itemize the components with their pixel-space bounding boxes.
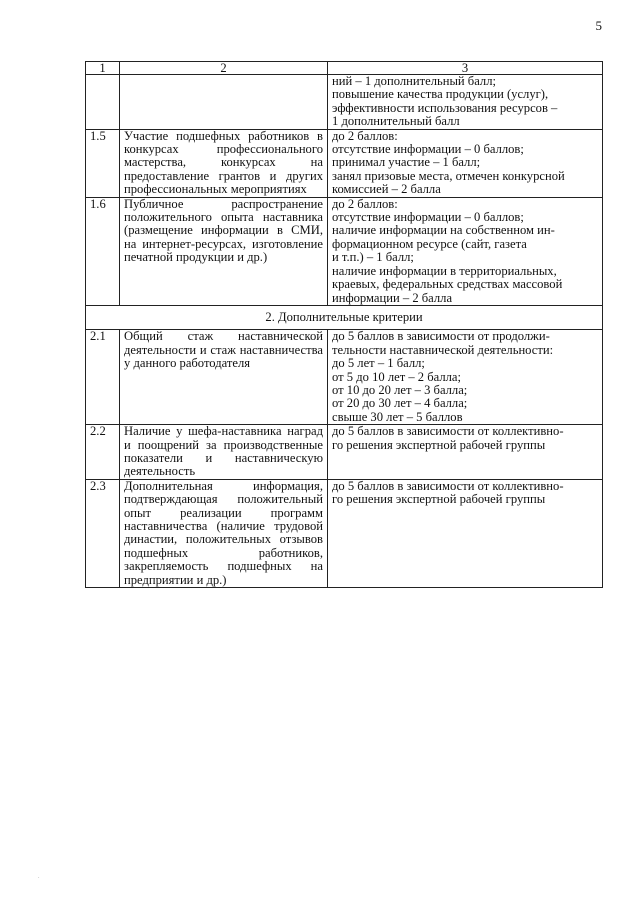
scoring-cell: [328, 197, 603, 305]
scoring-cell: [328, 479, 603, 587]
scoring-line: от 10 до 20 лет – 3 балла;: [332, 382, 468, 397]
scoring-line: от 20 до 30 лет – 4 балла;: [332, 396, 468, 411]
criterion-number: 1.6: [86, 197, 120, 305]
scoring-line: до 5 лет – 1 балл;: [332, 356, 425, 371]
criterion-description: Дополнительная информация, подтверждающая положительный опыт реализации программ наставничества (наличие трудовой династии, положительных отзывов подшефных работников, закрепляемость подшефных на предприятии и др.): [120, 479, 328, 587]
scoring-line: и т.п.) – 1 балл;: [332, 250, 414, 265]
scoring-cell: [328, 330, 603, 425]
section-row: [86, 305, 603, 329]
table-row: [86, 197, 603, 305]
scoring-cell: [328, 75, 603, 130]
scoring-line: информации – 2 балла: [332, 290, 453, 305]
table-row: [86, 330, 603, 425]
criterion-description: Общий стаж наставнической деятельности и стаж наставничества у данного работодателя: [120, 330, 328, 425]
scoring-line: отсутствие информации – 0 баллов;: [332, 210, 524, 225]
criteria-table: [85, 61, 603, 588]
criterion-description: Публичное распространение положительного опыта наставника (размещение информации в СМИ, на интернет-ресурсах, изготовление печатной продукции и др.): [120, 197, 328, 305]
scoring-line: эффективности использования ресурсов –: [332, 100, 558, 115]
scoring-cell: [328, 425, 603, 480]
column-header-3: 3: [328, 62, 603, 75]
scoring-line: до 5 баллов в зависимости от коллективно-: [332, 424, 564, 439]
scoring-line: до 5 баллов в зависимости от коллективно-: [332, 478, 564, 493]
scoring-line: комиссией – 2 балла: [332, 182, 441, 197]
scoring-line: свыше 30 лет – 5 баллов: [332, 409, 463, 424]
column-header-2: 2: [120, 62, 328, 75]
criterion-number: [86, 75, 120, 130]
criterion-number: 2.3: [86, 479, 120, 587]
table-header-row: [86, 62, 603, 75]
criterion-number: 1.5: [86, 129, 120, 197]
scoring-line: до 2 баллов:: [332, 196, 398, 211]
scoring-line: го решения экспертной рабочей группы: [332, 492, 546, 507]
criterion-description: Наличие у шефа-наставника наград и поощрений за производственные показатели и наставническую деятельность: [120, 425, 328, 480]
scoring-line: наличие информации на собственном ин-: [332, 223, 555, 238]
scoring-line: принимал участие – 1 балл;: [332, 155, 481, 170]
scoring-line: краевых, федеральных средствах массовой: [332, 277, 563, 292]
table-row: [86, 479, 603, 587]
criterion-number: 2.1: [86, 330, 120, 425]
scoring-line: 1 дополнительный балл: [332, 114, 460, 129]
scoring-line: тельности наставнической деятельности:: [332, 342, 554, 357]
table-row: [86, 75, 603, 130]
scoring-line: го решения экспертной рабочей группы: [332, 437, 546, 452]
table-row: [86, 425, 603, 480]
scoring-line: ний – 1 дополнительный балл;: [332, 74, 496, 88]
scoring-cell: [328, 129, 603, 197]
column-header-1: 1: [86, 62, 120, 75]
scoring-line: отсутствие информации – 0 баллов;: [332, 142, 524, 157]
scoring-line: повышение качества продукции (услуг),: [332, 87, 549, 102]
scoring-line: наличие информации в территориальных,: [332, 263, 557, 278]
criterion-description: Участие подшефных работников в конкурсах профессионального мастерства, конкурсах на предоставление грантов и других профессиональных мероприятиях: [120, 129, 328, 197]
section-title: 2. Дополнительные критерии: [86, 305, 603, 329]
scoring-line: занял призовые места, отмечен конкурсной: [332, 168, 565, 183]
page-number: 5: [595, 18, 602, 33]
scoring-line: от 5 до 10 лет – 2 балла;: [332, 369, 462, 384]
criterion-number: 2.2: [86, 425, 120, 480]
scoring-line: до 5 баллов в зависимости от продолжи-: [332, 329, 550, 344]
scan-mark: .: [38, 874, 40, 880]
scoring-line: до 2 баллов:: [332, 128, 398, 143]
criterion-description: [120, 75, 328, 130]
table-row: [86, 129, 603, 197]
scoring-line: формационном ресурсе (сайт, газета: [332, 236, 527, 251]
